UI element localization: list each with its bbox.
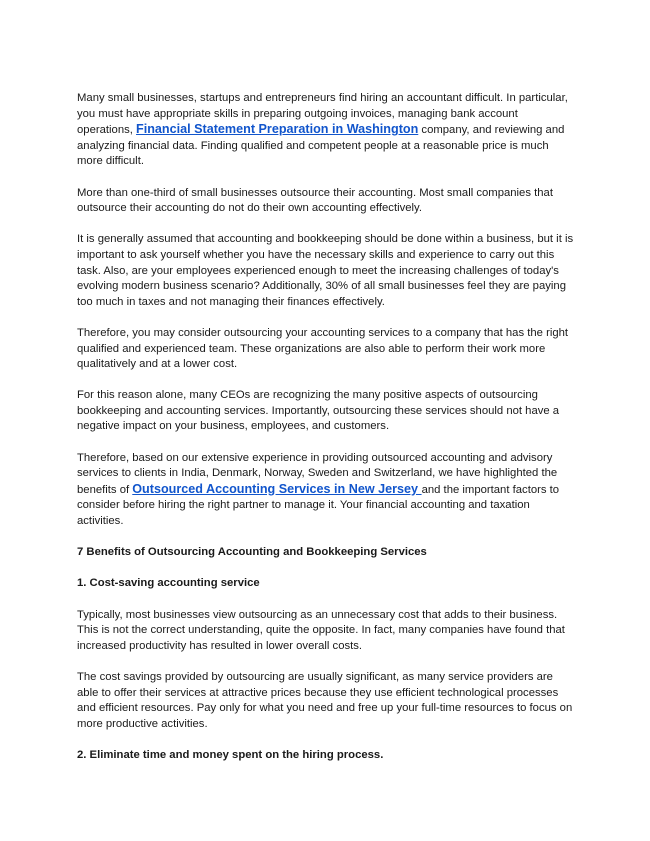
paragraph-text: and the important factors to consider before hiring the right partner to manage it. Your financial accounting and taxation activities. — [77, 483, 560, 528]
section-heading-cost-saving: 1. Cost-saving accounting service — [77, 577, 260, 590]
paragraph-text: company, and reviewing and analyzing financial data. Finding qualified and competent people at a reasonable price is much more difficult. — [77, 124, 565, 168]
paragraph-ceos: For this reason alone, many CEOs are recognizing the many positive aspects of outsourcing bookkeeping and accounting services. Importantly, outsourcing these services should not have a negative impact on your business, employees, and customers. — [77, 389, 560, 433]
paragraph-text: Therefore, based on our extensive experience in providing outsourced accounting and advisory services to clients in India, Denmark, Norway, Sweden and Switzerland, we have highlighted the benefits of — [77, 451, 558, 496]
paragraph-one-third: More than one-third of small businesses outsource their accounting. Most small companies that outsource their accounting do not do their own accounting effectively. — [77, 186, 553, 215]
paragraph-cost-savings: The cost savings provided by outsourcing are usually significant, as many service providers are able to offer their services at attractive prices because they use efficient technological processes and efficient resources. Pay only for what you need and free up your full-time resources to focus on more productive activities. — [77, 670, 573, 730]
paragraph-text: Many small businesses, startups and entrepreneurs find hiring an accountant difficult. In particular, you must have appropriate skills in preparing outgoing invoices, managing bank account operations, — [77, 92, 568, 137]
financial-statement-link[interactable]: Financial Statement Preparation in Washington — [136, 122, 419, 137]
outsourced-accounting-link[interactable]: Outsourced Accounting Services in New Jersey — [132, 481, 422, 496]
paragraph-assumption: It is generally assumed that accounting and bookkeeping should be done within a business, but it is important to ask yourself whether you have the necessary skills and experience to carry out this task. Also, are your employees experienced enough to meet the increasing challenges of today's evolving modern business scenario? Additionally, 30% of all small businesses feel they are paying too much in taxes and not managing their finances effectively. — [77, 233, 574, 308]
paragraph-experience — [77, 451, 574, 530]
paragraph-hiring-accountant — [77, 91, 574, 170]
main-heading: 7 Benefits of Outsourcing Accounting and Bookkeeping Services — [77, 546, 427, 559]
paragraph-consider-outsourcing: Therefore, you may consider outsourcing your accounting services to a company that has the right qualified and experienced team. These organizations are also able to perform their work more qualitatively and at a lower cost. — [77, 326, 569, 371]
document-page — [77, 91, 574, 779]
paragraph-typically: Typically, most businesses view outsourcing as an unnecessary cost that adds to their business. This is not the correct understanding, quite the opposite. In fact, many companies have found that increased productivity has resulted in lower overall costs. — [77, 608, 565, 652]
section-heading-hiring: 2. Eliminate time and money spent on the hiring process. — [77, 748, 384, 761]
